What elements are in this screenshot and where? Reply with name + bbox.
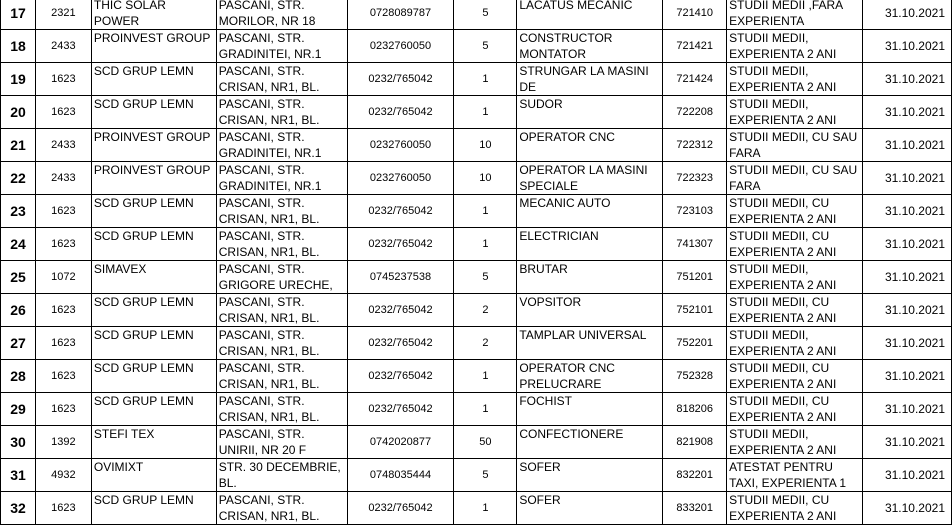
address-text: PASCANI, STR. CRISAN, NR1, BL.	[218, 295, 320, 325]
occupation-text: SOFER	[519, 493, 561, 507]
phone-cell[interactable]: 0232/765042	[347, 360, 454, 393]
address-cell[interactable]	[216, 96, 347, 129]
requirements-cell[interactable]	[727, 426, 863, 459]
employer-text: SCD GRUP LEMN	[93, 295, 194, 309]
caen-code-cell[interactable]: 2433	[35, 30, 91, 63]
caen-code-cell[interactable]: 1623	[35, 228, 91, 261]
row-number-cell[interactable]: 22	[1, 162, 36, 195]
employer-cell[interactable]	[91, 459, 216, 492]
requirements-text: STUDII MEDII, CU EXPERIENTA 2 ANI	[729, 295, 837, 325]
table-body	[1, 0, 952, 525]
table-row	[1, 129, 952, 162]
phone-cell[interactable]: 0232/765042	[347, 195, 454, 228]
cor-code-cell[interactable]: 752101	[663, 294, 727, 327]
date-cell[interactable]: 31.10.2021	[863, 195, 952, 228]
caen-code-cell[interactable]: 1623	[35, 360, 91, 393]
occupation-text: SUDOR	[519, 97, 563, 111]
employer-text: PROINVEST GROUP	[93, 163, 211, 177]
row-number-cell[interactable]: 23	[1, 195, 36, 228]
vacancies-cell[interactable]: 1	[454, 492, 517, 525]
vacancies-cell[interactable]: 1	[454, 96, 517, 129]
address-cell[interactable]	[216, 294, 347, 327]
cor-code-cell[interactable]: 722323	[663, 162, 727, 195]
row-number-cell[interactable]: 31	[1, 459, 36, 492]
phone-cell[interactable]: 0232760050	[347, 162, 454, 195]
requirements-text: STUDII MEDII, CU EXPERIENTA 2 ANI	[729, 196, 837, 226]
occupation-text: VOPSITOR	[519, 295, 582, 309]
occupation-cell[interactable]	[517, 162, 663, 195]
occupation-cell[interactable]	[517, 0, 663, 30]
employer-text: THIC SOLAR POWER	[93, 0, 166, 28]
occupation-cell[interactable]	[517, 426, 663, 459]
cor-code-cell[interactable]: 818206	[663, 393, 727, 426]
vacancies-cell[interactable]: 5	[454, 261, 517, 294]
occupation-text: OPERATOR LA MASINI SPECIALE	[519, 163, 648, 193]
phone-cell[interactable]: 0745237538	[347, 261, 454, 294]
employer-cell[interactable]	[91, 327, 216, 360]
address-text: STR. 30 DECEMBRIE, BL.	[218, 460, 341, 490]
row-number-cell[interactable]: 25	[1, 261, 36, 294]
requirements-cell[interactable]	[727, 63, 863, 96]
date-cell[interactable]: 31.10.2021	[863, 228, 952, 261]
date-cell[interactable]: 31.10.2021	[863, 63, 952, 96]
caen-code-cell[interactable]: 1072	[35, 261, 91, 294]
address-cell[interactable]	[216, 426, 347, 459]
address-text: PASCANI, STR. GRADINITEI, NR.1	[218, 163, 322, 193]
occupation-cell[interactable]	[517, 96, 663, 129]
vacancies-cell[interactable]: 10	[454, 162, 517, 195]
caen-code-cell[interactable]: 1623	[35, 327, 91, 360]
occupation-cell[interactable]	[517, 360, 663, 393]
requirements-cell[interactable]	[727, 261, 863, 294]
requirements-cell[interactable]	[727, 393, 863, 426]
date-cell[interactable]: 31.10.2021	[863, 30, 952, 63]
requirements-text: STUDII MEDII, EXPERIENTA 2 ANI	[729, 262, 837, 292]
address-cell[interactable]	[216, 0, 347, 30]
cor-code-cell[interactable]: 833201	[663, 492, 727, 525]
caen-code-cell[interactable]: 1623	[35, 195, 91, 228]
date-cell[interactable]: 31.10.2021	[863, 0, 952, 30]
address-cell[interactable]	[216, 162, 347, 195]
requirements-text: STUDII MEDII, CU EXPERIENTA 2 ANI	[729, 493, 837, 523]
requirements-text: STUDII MEDII, EXPERIENTA 2 ANI	[729, 97, 837, 127]
occupation-text: MECANIC AUTO	[519, 196, 611, 210]
row-number-cell[interactable]: 32	[1, 492, 36, 525]
address-cell[interactable]	[216, 360, 347, 393]
occupation-cell[interactable]	[517, 459, 663, 492]
date-cell[interactable]: 31.10.2021	[863, 426, 952, 459]
occupation-text: BRUTAR	[519, 262, 568, 276]
employer-cell[interactable]	[91, 96, 216, 129]
date-cell[interactable]: 31.10.2021	[863, 162, 952, 195]
date-cell[interactable]: 31.10.2021	[863, 459, 952, 492]
cor-code-cell[interactable]: 721410	[663, 0, 727, 30]
table-row	[1, 393, 952, 426]
employer-cell[interactable]	[91, 228, 216, 261]
employer-text: SCD GRUP LEMN	[93, 97, 194, 111]
occupation-text: ELECTRICIAN	[519, 229, 599, 243]
vacancies-cell[interactable]: 2	[454, 294, 517, 327]
requirements-text: STUDII MEDII, EXPERIENTA 2 ANI	[729, 64, 837, 94]
address-cell[interactable]	[216, 393, 347, 426]
requirements-text: ATESTAT PENTRU TAXI, EXPERIENTA 1	[729, 460, 847, 490]
vacancies-cell[interactable]: 50	[454, 426, 517, 459]
occupation-cell[interactable]	[517, 30, 663, 63]
vacancies-cell[interactable]: 5	[454, 0, 517, 30]
address-text: PASCANI, STR. CRISAN, NR1, BL.	[218, 196, 320, 226]
cor-code-cell[interactable]: 722312	[663, 129, 727, 162]
employer-text: SCD GRUP LEMN	[93, 493, 194, 507]
row-number-cell[interactable]: 19	[1, 63, 36, 96]
caen-code-cell[interactable]: 1623	[35, 294, 91, 327]
date-cell[interactable]: 31.10.2021	[863, 492, 952, 525]
table-row	[1, 30, 952, 63]
employer-text: PROINVEST GROUP	[93, 31, 211, 45]
vacancies-cell[interactable]: 2	[454, 327, 517, 360]
occupation-text: CONFECTIONERE	[519, 427, 624, 441]
address-text: PASCANI, STR. GRADINITEI, NR.1	[218, 130, 322, 160]
phone-cell[interactable]: 0748035444	[347, 459, 454, 492]
cor-code-cell[interactable]: 723103	[663, 195, 727, 228]
caen-code-cell[interactable]: 1623	[35, 96, 91, 129]
occupation-cell[interactable]	[517, 294, 663, 327]
phone-cell[interactable]: 0232760050	[347, 129, 454, 162]
phone-cell[interactable]: 0742020877	[347, 426, 454, 459]
table-row	[1, 228, 952, 261]
date-cell[interactable]: 31.10.2021	[863, 129, 952, 162]
row-number-cell[interactable]: 21	[1, 129, 36, 162]
cor-code-cell[interactable]: 721424	[663, 63, 727, 96]
cor-code-cell[interactable]: 741307	[663, 228, 727, 261]
caen-code-cell[interactable]: 2433	[35, 129, 91, 162]
address-text: PASCANI, STR. MORILOR, NR 18	[218, 0, 316, 28]
requirements-cell[interactable]	[727, 459, 863, 492]
cor-code-cell[interactable]: 722208	[663, 96, 727, 129]
requirements-text: STUDII MEDII, CU SAU FARA	[729, 163, 858, 193]
requirements-text: STUDII MEDII, CU EXPERIENTA 2 ANI	[729, 229, 837, 259]
employer-text: SCD GRUP LEMN	[93, 361, 194, 375]
table-row	[1, 360, 952, 393]
employer-text: STEFI TEX	[93, 427, 155, 441]
requirements-cell[interactable]	[727, 162, 863, 195]
phone-cell[interactable]: 0232/765042	[347, 393, 454, 426]
employer-cell[interactable]	[91, 294, 216, 327]
address-cell[interactable]	[216, 129, 347, 162]
vacancies-cell[interactable]: 10	[454, 129, 517, 162]
table-row	[1, 426, 952, 459]
table-row	[1, 327, 952, 360]
requirements-text: STUDII MEDII, CU EXPERIENTA 2 ANI	[729, 361, 837, 391]
occupation-cell[interactable]	[517, 129, 663, 162]
phone-cell[interactable]: 0232/765042	[347, 492, 454, 525]
employer-cell[interactable]	[91, 360, 216, 393]
row-number-cell[interactable]: 24	[1, 228, 36, 261]
address-text: PASCANI, STR. CRISAN, NR1, BL.	[218, 97, 320, 127]
address-cell[interactable]	[216, 30, 347, 63]
employer-text: SCD GRUP LEMN	[93, 196, 194, 210]
occupation-text: SOFER	[519, 460, 561, 474]
employer-text: SCD GRUP LEMN	[93, 229, 194, 243]
address-text: PASCANI, STR. GRIGORE URECHE,	[218, 262, 333, 292]
occupation-cell[interactable]	[517, 228, 663, 261]
vacancies-cell[interactable]: 5	[454, 30, 517, 63]
occupation-cell[interactable]	[517, 63, 663, 96]
address-text: PASCANI, STR. CRISAN, NR1, BL.	[218, 394, 320, 424]
occupation-text: CONSTRUCTOR MONTATOR	[519, 31, 613, 61]
cor-code-cell[interactable]: 832201	[663, 459, 727, 492]
employer-text: PROINVEST GROUP	[93, 130, 211, 144]
address-text: PASCANI, STR. CRISAN, NR1, BL.	[218, 229, 320, 259]
row-number-cell[interactable]: 26	[1, 294, 36, 327]
vacancies-cell[interactable]: 1	[454, 360, 517, 393]
requirements-cell[interactable]	[727, 96, 863, 129]
date-cell[interactable]: 31.10.2021	[863, 327, 952, 360]
requirements-cell[interactable]	[727, 360, 863, 393]
address-text: PASCANI, STR. CRISAN, NR1, BL.	[218, 493, 320, 523]
requirements-text: STUDII MEDII, CU EXPERIENTA 2 ANI	[729, 394, 837, 424]
cor-code-cell[interactable]: 752201	[663, 327, 727, 360]
employer-cell[interactable]	[91, 162, 216, 195]
employer-text: SCD GRUP LEMN	[93, 64, 194, 78]
requirements-text: STUDII MEDII, EXPERIENTA 2 ANI	[729, 427, 837, 457]
row-number-cell[interactable]: 20	[1, 96, 36, 129]
phone-cell[interactable]: 0232760050	[347, 30, 454, 63]
table-row	[1, 294, 952, 327]
occupation-cell[interactable]	[517, 195, 663, 228]
employer-cell[interactable]	[91, 393, 216, 426]
cor-code-cell[interactable]: 721421	[663, 30, 727, 63]
caen-code-cell[interactable]: 4932	[35, 459, 91, 492]
cor-code-cell[interactable]: 821908	[663, 426, 727, 459]
table-row	[1, 459, 952, 492]
row-number-cell[interactable]: 27	[1, 327, 36, 360]
date-cell[interactable]: 31.10.2021	[863, 360, 952, 393]
address-text: PASCANI, STR. CRISAN, NR1, BL.	[218, 361, 320, 391]
caen-code-cell[interactable]: 2321	[35, 0, 91, 30]
address-cell[interactable]	[216, 459, 347, 492]
occupation-text: STRUNGAR LA MASINI DE	[519, 64, 649, 94]
address-cell[interactable]	[216, 195, 347, 228]
address-cell[interactable]	[216, 327, 347, 360]
employer-text: SIMAVEX	[93, 262, 147, 276]
caen-code-cell[interactable]: 1623	[35, 393, 91, 426]
caen-code-cell[interactable]: 2433	[35, 162, 91, 195]
requirements-cell[interactable]	[727, 228, 863, 261]
address-text: PASCANI, STR. CRISAN, NR1, BL.	[218, 328, 320, 358]
address-cell[interactable]	[216, 261, 347, 294]
table-row	[1, 261, 952, 294]
caen-code-cell[interactable]: 1623	[35, 492, 91, 525]
row-number-cell[interactable]: 28	[1, 360, 36, 393]
employer-cell[interactable]	[91, 63, 216, 96]
occupation-cell[interactable]	[517, 327, 663, 360]
employer-cell[interactable]	[91, 129, 216, 162]
address-cell[interactable]	[216, 63, 347, 96]
table-row	[1, 195, 952, 228]
address-text: PASCANI, STR. GRADINITEI, NR.1	[218, 31, 322, 61]
vacancies-cell[interactable]: 5	[454, 459, 517, 492]
vacancies-cell[interactable]: 1	[454, 228, 517, 261]
phone-cell[interactable]: 0232/765042	[347, 327, 454, 360]
requirements-cell[interactable]	[727, 195, 863, 228]
requirements-cell[interactable]	[727, 294, 863, 327]
date-cell[interactable]: 31.10.2021	[863, 261, 952, 294]
requirements-text: STUDII MEDII, CU SAU FARA	[729, 130, 858, 160]
requirements-text: STUDII MEDII, EXPERIENTA 2 ANI	[729, 31, 837, 61]
row-number-cell[interactable]: 29	[1, 393, 36, 426]
occupation-cell[interactable]	[517, 393, 663, 426]
vacancies-cell[interactable]: 1	[454, 393, 517, 426]
table-row	[1, 162, 952, 195]
occupation-text: OPERATOR CNC PRELUCRARE	[519, 361, 615, 391]
date-cell[interactable]: 31.10.2021	[863, 294, 952, 327]
requirements-cell[interactable]	[727, 0, 863, 30]
employer-cell[interactable]	[91, 195, 216, 228]
occupation-text: LACATUS MECANIC	[519, 0, 633, 12]
phone-cell[interactable]: 0232/765042	[347, 228, 454, 261]
employer-cell[interactable]	[91, 261, 216, 294]
row-number-cell[interactable]: 17	[1, 0, 36, 30]
address-cell[interactable]	[216, 228, 347, 261]
table-row	[1, 96, 952, 129]
cor-code-cell[interactable]: 752328	[663, 360, 727, 393]
vacancies-cell[interactable]: 1	[454, 63, 517, 96]
requirements-text: STUDII MEDII, EXPERIENTA 2 ANI	[729, 328, 837, 358]
row-number-cell[interactable]: 30	[1, 426, 36, 459]
date-cell[interactable]: 31.10.2021	[863, 393, 952, 426]
requirements-cell[interactable]	[727, 30, 863, 63]
caen-code-cell[interactable]: 1392	[35, 426, 91, 459]
requirements-cell[interactable]	[727, 327, 863, 360]
phone-cell[interactable]: 0232/765042	[347, 294, 454, 327]
employer-cell[interactable]	[91, 30, 216, 63]
occupation-cell[interactable]	[517, 261, 663, 294]
cor-code-cell[interactable]: 751201	[663, 261, 727, 294]
employer-text: SCD GRUP LEMN	[93, 328, 194, 342]
employer-text: OVIMIXT	[93, 460, 144, 474]
requirements-cell[interactable]	[727, 129, 863, 162]
vacancies-cell[interactable]: 1	[454, 195, 517, 228]
employer-cell[interactable]	[91, 0, 216, 30]
requirements-text: STUDII MEDII ,FARA EXPERIENTA	[729, 0, 843, 28]
table-row	[1, 0, 952, 30]
employer-text: SCD GRUP LEMN	[93, 394, 194, 408]
occupation-text: OPERATOR CNC	[519, 130, 615, 144]
phone-cell[interactable]: 0232/765042	[347, 96, 454, 129]
table-row	[1, 63, 952, 96]
employer-cell[interactable]	[91, 426, 216, 459]
phone-cell[interactable]: 0728089787	[347, 0, 454, 30]
address-text: PASCANI, STR. CRISAN, NR1, BL.	[218, 64, 320, 94]
address-text: PASCANI, STR. UNIRII, NR 20 F	[218, 427, 307, 457]
occupation-text: FOCHIST	[519, 394, 572, 408]
date-cell[interactable]: 31.10.2021	[863, 96, 952, 129]
phone-cell[interactable]: 0232/765042	[347, 63, 454, 96]
row-number-cell[interactable]: 18	[1, 30, 36, 63]
caen-code-cell[interactable]: 1623	[35, 63, 91, 96]
occupation-text: TAMPLAR UNIVERSAL	[519, 328, 647, 342]
